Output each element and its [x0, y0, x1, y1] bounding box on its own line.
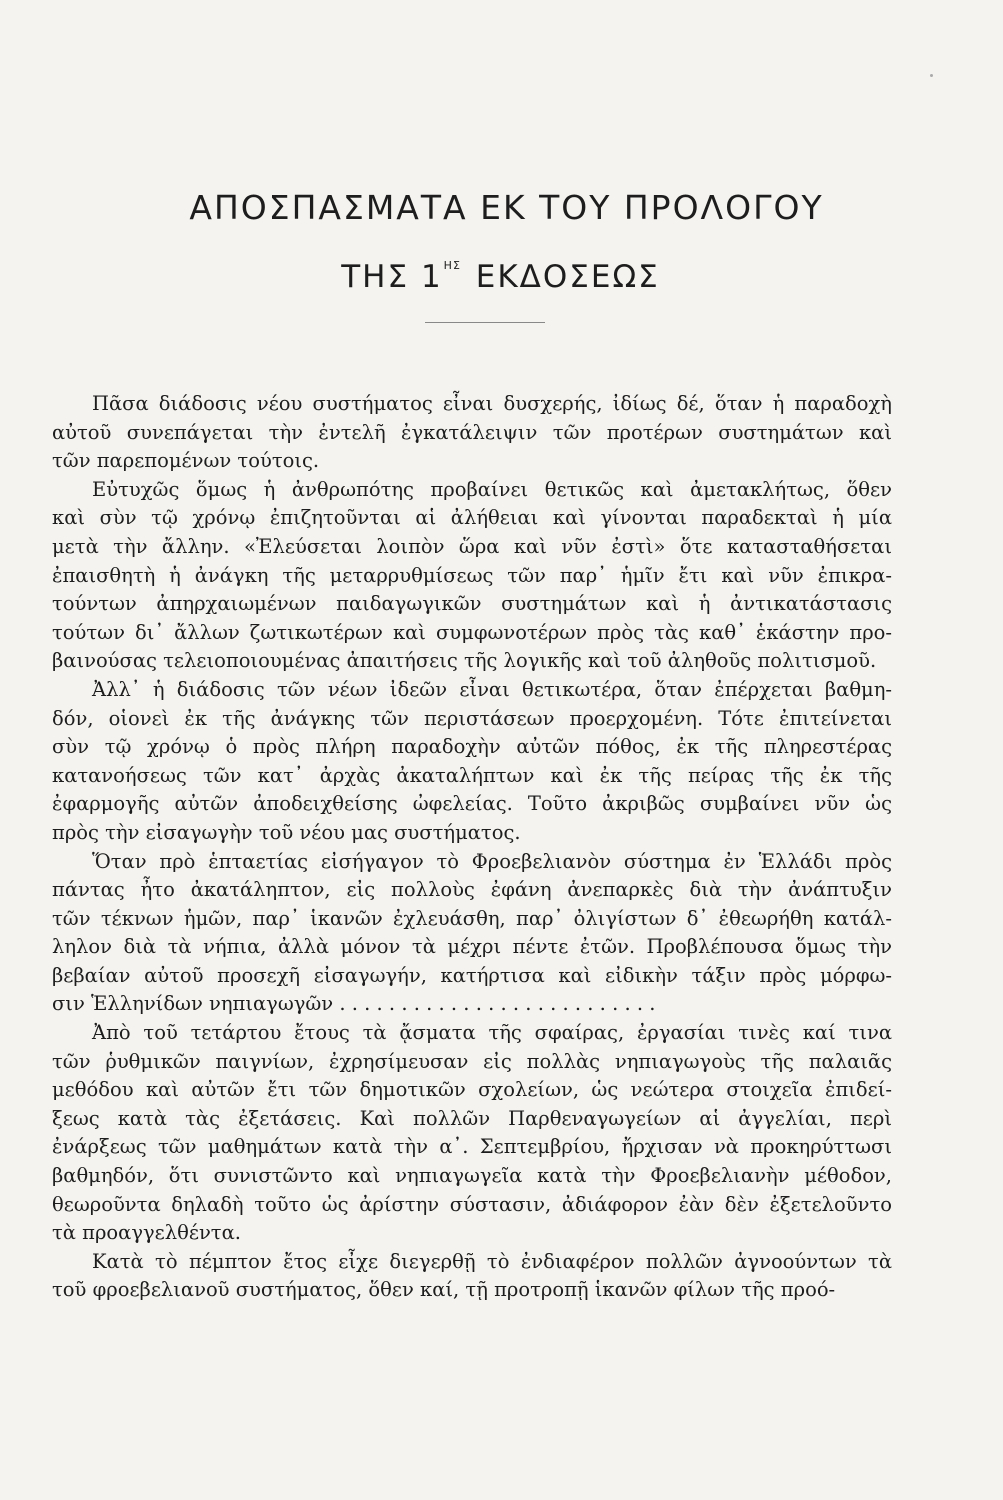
- paragraph: [52, 476, 892, 676]
- text-line: βαινούσας τελειοποιουμένας ἀπαιτήσεις τῆς λογικῆς καὶ τοῦ ἀληθοῦς πολιτισμοῦ.: [52, 649, 877, 673]
- text-line: πάντας ἦτο ἀκατάληπτον, εἰς πολλοὺς ἐφάνη ἀνεπαρκὲς διὰ τὴν ἀνάπτυξιν: [52, 878, 892, 902]
- text-line: τῶν παρεπομένων τούτοις.: [52, 449, 320, 473]
- text-line: μετὰ τὴν ἄλλην. «Ἐλεύσεται λοιπὸν ὥρα καὶ νῦν ἐστὶ» ὅτε κατασταθήσεται: [52, 534, 892, 558]
- text-line: Κατὰ τὸ πέμπτον ἔτος εἶχε διεγερθῇ τὸ ἐνδιαφέρον πολλῶν ἀγνοούντων τὰ: [92, 1249, 892, 1273]
- text-line: τούτων δι᾽ ἄλλων ζωτικωτέρων καὶ συμφωνοτέρων πρὸς τὰς καθ᾽ ἑκάστην προ-: [52, 620, 892, 644]
- title-divider: [425, 322, 545, 323]
- text-line: ἐπαισθητὴ ἡ ἀνάγκη τῆς μεταρρυθμίσεως τῶν παρ᾽ ἡμῖν ἔτι καὶ νῦν ἐπικρα-: [52, 563, 892, 587]
- text-line: βαθμηδόν, ὅτι συνιστῶντο καὶ νηπιαγωγεῖα κατὰ τὴν Φροεβελιανὴν μέθοδον,: [52, 1164, 892, 1188]
- text-line: ληλον διὰ τὰ νήπια, ἀλλὰ μόνον τὰ μέχρι πέντε ἐτῶν. Προβλέπουσα ὅμως τὴν: [52, 935, 892, 959]
- text-line: σιν Ἑλληνίδων νηπιαγωγῶν . . . . . . . . . . . . . . . . . . . . . . . . . .: [52, 992, 656, 1016]
- page-title: [0, 188, 1003, 297]
- text-line: κατανοήσεως τῶν κατ᾽ ἀρχὰς ἀκαταλήπτων καὶ ἐκ τῆς πείρας τῆς ἐκ τῆς: [52, 763, 892, 787]
- title-line-2-post: ΕΚΔΟΣΕΩΣ: [475, 259, 660, 295]
- text-line: Ὅταν πρὸ ἑπταετίας εἰσήγαγον τὸ Φροεβελιανὸν σύστημα ἐν Ἑλλάδι πρὸς: [92, 849, 892, 873]
- text-line: τούντων ἀπηρχαιωμένων παιδαγωγικῶν συστημάτων καὶ ἡ ἀντικατάστασις: [52, 592, 892, 616]
- text-line: αὐτοῦ συνεπάγεται τὴν ἐντελῆ ἐγκατάλειψιν τῶν προτέρων συστημάτων καὶ: [52, 420, 892, 444]
- title-line-1: ΑΠΟΣΠΑΣΜΑΤΑ ΕΚ ΤΟΥ ΠΡΟΛΟΓΟΥ: [189, 188, 824, 227]
- paper-speck: [930, 74, 933, 77]
- text-line: Ἀλλ᾽ ἡ διάδοσις τῶν νέων ἰδεῶν εἶναι θετικωτέρα, ὅταν ἐπέρχεται βαθμη-: [92, 677, 892, 701]
- text-line: Πᾶσα διάδοσις νέου συστήματος εἶναι δυσχερής, ἰδίως δέ, ὅταν ἡ παραδοχὴ: [92, 392, 892, 415]
- title-line-2: [0, 246, 1003, 297]
- text-line: ἐφαρμογῆς αὐτῶν ἀποδειχθείσης ὠφελείας. Τοῦτο ἀκριβῶς συμβαίνει νῦν ὡς: [52, 792, 892, 816]
- text-line: βεβαίαν αὐτοῦ προσεχῆ εἰσαγωγήν, κατήρτισα καὶ εἰδικὴν τάξιν πρὸς μόρφω-: [52, 963, 892, 987]
- text-line: δόν, οἱονεὶ ἐκ τῆς ἀνάγκης τῶν περιστάσεων προερχομένη. Τότε ἐπιτείνεται: [52, 706, 892, 730]
- text-line: ἐνάρξεως τῶν μαθημάτων κατὰ τὴν α᾽. Σεπτεμβρίου, ἤρχισαν νὰ προκηρύττωσι: [52, 1135, 892, 1159]
- title-line-2-superscript: ΗΣ: [443, 259, 461, 272]
- text-line: θεωροῦντα δηλαδὴ τοῦτο ὡς ἀρίστην σύστασιν, ἀδιάφορον ἐὰν δὲν ἐξετελοῦντο: [52, 1192, 892, 1216]
- paragraph: [52, 1019, 892, 1248]
- text-line: καὶ σὺν τῷ χρόνῳ ἐπιζητοῦνται αἱ ἀλήθειαι καὶ γίνονται παραδεκταὶ ἡ μία: [52, 506, 892, 530]
- body-text: [52, 390, 892, 1305]
- text-line: τοῦ φροεβελιανοῦ συστήματος, ὅθεν καί, τῇ προτροπῇ ἱκανῶν φίλων τῆς προό-: [52, 1278, 836, 1302]
- text-line: σὺν τῷ χρόνῳ ὁ πρὸς πλήρη παραδοχὴν αὐτῶν πόθος, ἐκ τῆς πληρεστέρας: [52, 735, 892, 759]
- text-line: πρὸς τὴν εἰσαγωγὴν τοῦ νέου μας συστήματος.: [52, 820, 521, 844]
- text-line: τῶν ῥυθμικῶν παιγνίων, ἐχρησίμευσαν εἰς πολλὰς νηπιαγωγοὺς τῆς παλαιᾶς: [52, 1049, 892, 1073]
- paragraph: [52, 676, 892, 848]
- text-line: τῶν τέκνων ἡμῶν, παρ᾽ ἱκανῶν ἐχλευάσθη, παρ᾽ ὀλιγίστων δ᾽ ἐθεωρήθη κατάλ-: [52, 906, 892, 930]
- paragraph: [52, 848, 892, 1020]
- paragraph: [52, 1248, 892, 1305]
- title-line-2-pre: ΤΗΣ 1: [341, 259, 443, 295]
- text-line: Ἀπὸ τοῦ τετάρτου ἔτους τὰ ᾄσματα τῆς σφαίρας, ἐργασίαι τινὲς καί τινα: [92, 1021, 892, 1045]
- text-line: τὰ προαγγελθέντα.: [52, 1221, 241, 1245]
- text-line: Εὐτυχῶς ὅμως ἡ ἀνθρωπότης προβαίνει θετικῶς καὶ ἀμετακλήτως, ὅθεν: [92, 477, 892, 501]
- paragraph: [52, 390, 892, 476]
- text-line: ξεως κατὰ τὰς ἐξετάσεις. Καὶ πολλῶν Παρθεναγωγείων αἱ ἀγγελίαι, περὶ: [52, 1106, 892, 1130]
- text-line: μεθόδου καὶ αὐτῶν ἔτι τῶν δημοτικῶν σχολείων, ὡς νεώτερα στοιχεῖα ἐπιδεί-: [52, 1078, 892, 1102]
